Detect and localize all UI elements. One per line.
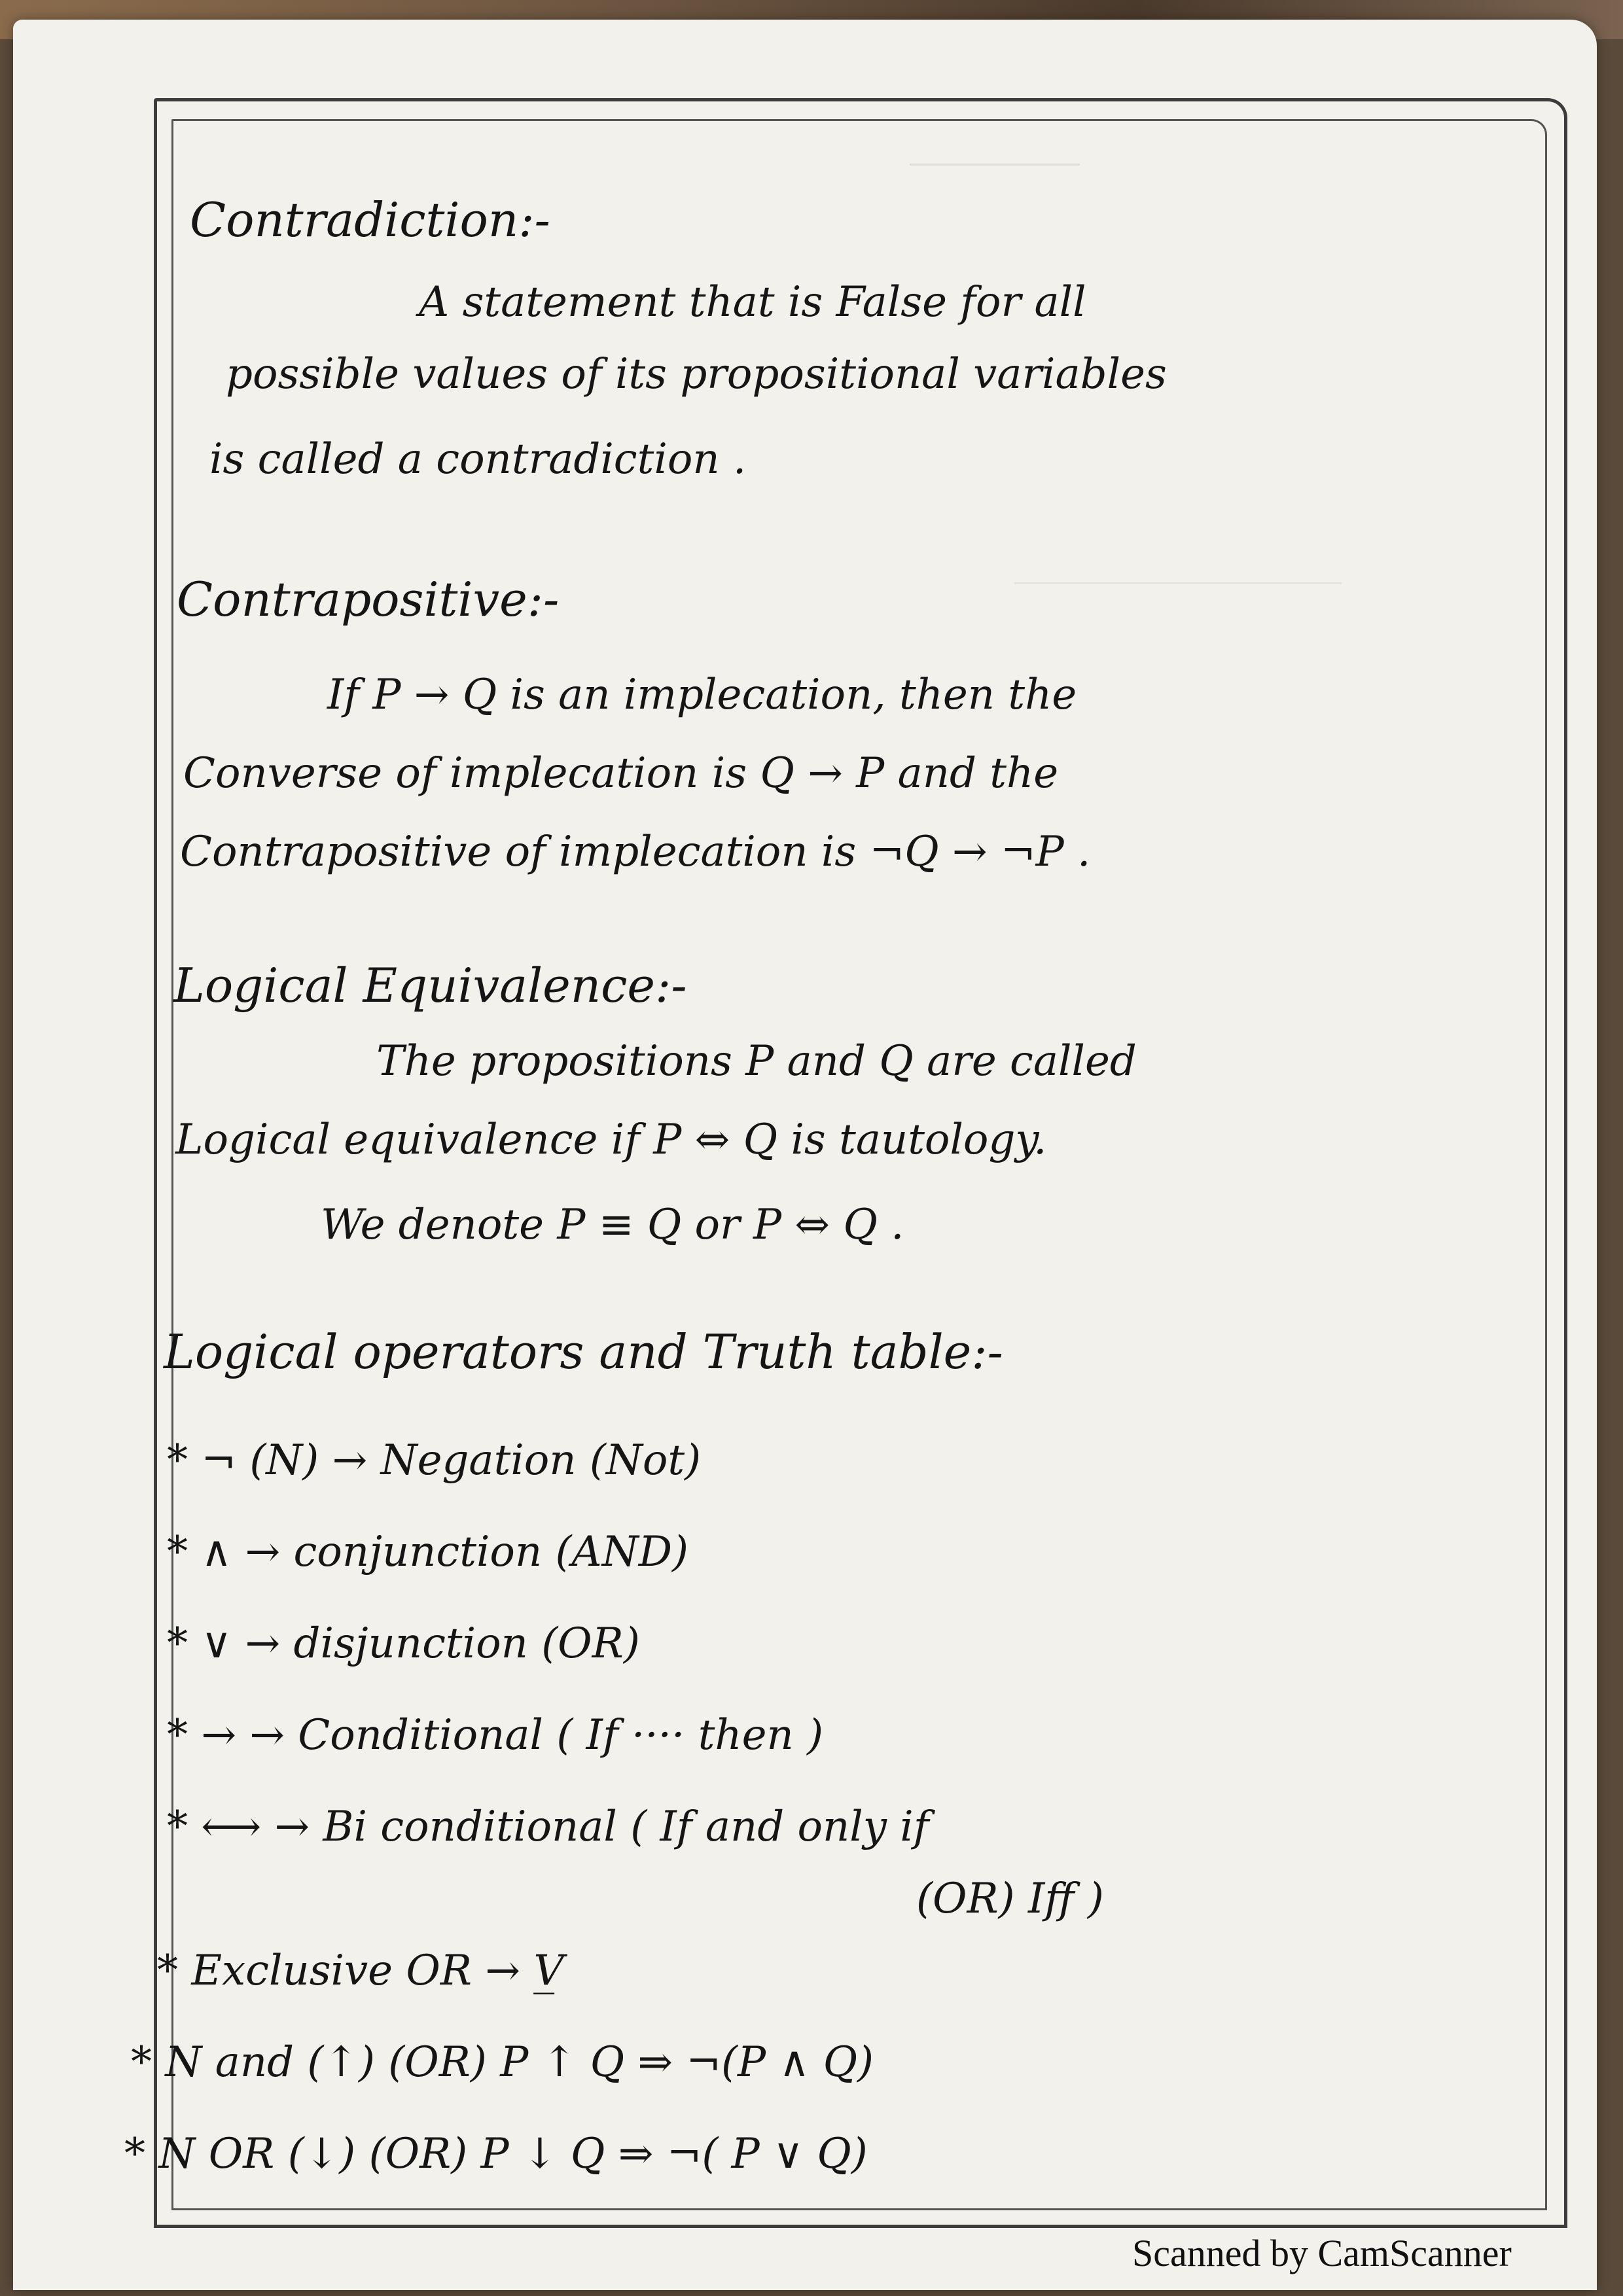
contradiction-line-2: possible values of its propositional variables (226, 350, 1167, 398)
contrapositive-line-1: If P → Q is an implecation, then the (327, 671, 1077, 719)
contradiction-line-3: is called a contradiction . (209, 435, 747, 484)
scanner-watermark: Scanned by CamScanner (1132, 2232, 1512, 2274)
operator-biconditional-iff: (OR) Iff ) (916, 1875, 1104, 1923)
heading-contradiction: Contradiction:- (190, 192, 550, 247)
page-border-inner (171, 119, 1547, 2210)
heading-logical-operators: Logical operators and Truth table:- (164, 1324, 1003, 1379)
heading-contrapositive: Contrapositive:- (177, 572, 560, 627)
equivalence-line-3: We denote P ≡ Q or P ⇔ Q . (321, 1201, 904, 1249)
heading-logical-equivalence: Logical Equivalence:- (173, 958, 687, 1013)
equivalence-line-1: The propositions P and Q are called (376, 1037, 1137, 1086)
operator-negation: * ¬ (N) → Negation (Not) (167, 1436, 702, 1485)
operator-nand: * N and (↑) (OR) P ↑ Q ⇒ ¬(P ∧ Q) (131, 2038, 874, 2087)
contrapositive-line-2: Converse of implecation is Q → P and the (183, 749, 1059, 798)
contrapositive-line-3: Contrapositive of implecation is ¬Q → ¬P . (180, 828, 1091, 876)
bleed-through-mark (1014, 556, 1342, 584)
bleed-through-mark (910, 124, 1080, 166)
contradiction-line-1: A statement that is False for all (419, 278, 1086, 327)
operator-exclusive-or: * Exclusive OR → V̲ (157, 1947, 564, 1995)
operator-biconditional: * ⟷ → Bi conditional ( If and only if (167, 1803, 929, 1851)
equivalence-line-2: Logical equivalence if P ⇔ Q is tautology. (175, 1116, 1047, 1164)
operator-conditional: * → → Conditional ( If ···· then ) (167, 1711, 824, 1759)
operator-nor: * N OR (↓) (OR) P ↓ Q ⇒ ¬( P ∨ Q) (124, 2130, 868, 2178)
operator-conjunction: * ∧ → conjunction (AND) (167, 1528, 688, 1576)
operator-disjunction: * ∨ → disjunction (OR) (167, 1619, 640, 1668)
